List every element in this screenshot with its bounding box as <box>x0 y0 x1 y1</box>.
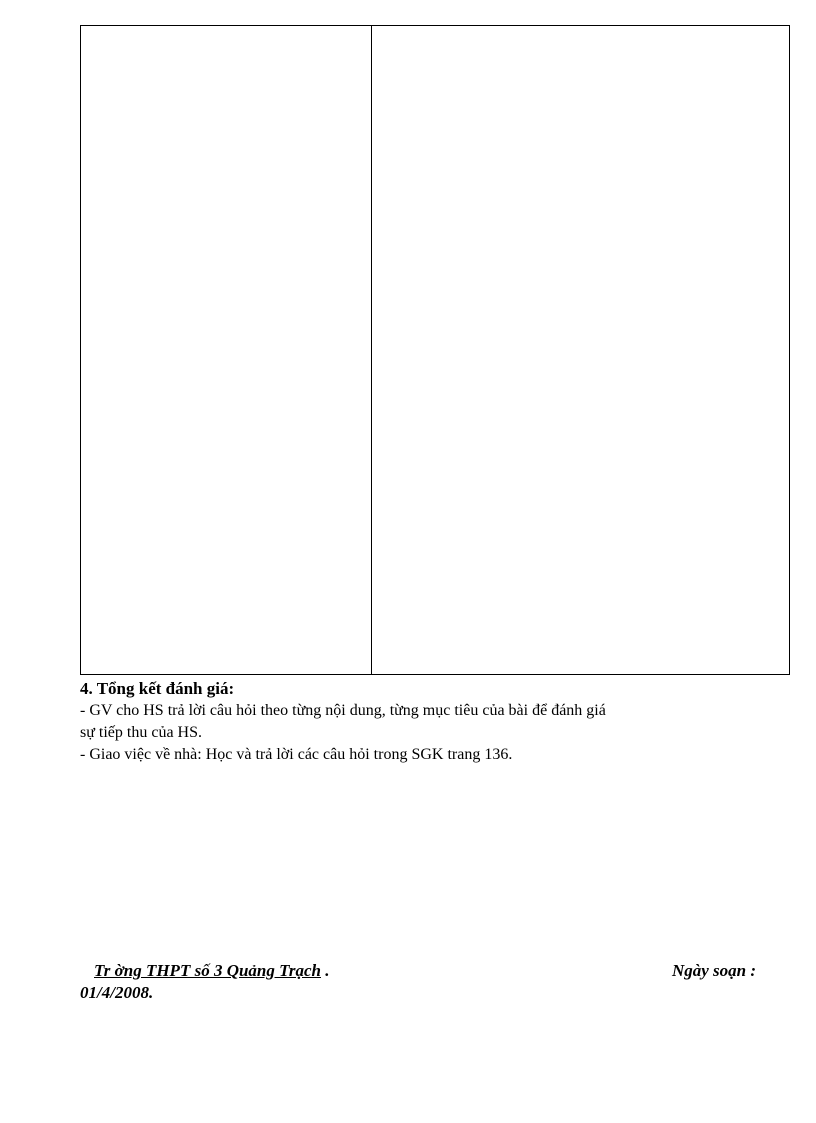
footer-row <box>80 960 760 982</box>
summary-line-3: - Giao việc về nhà: Học và trả lời các câu hỏi trong SGK trang 136. <box>80 746 513 763</box>
summary-line-2: sự tiếp thu của HS. <box>80 724 202 741</box>
footer <box>80 960 760 1004</box>
summary-heading: 4. Tổng kết đánh giá: <box>80 679 235 698</box>
school-name: Tr ờng THPT số 3 Quảng Trạch <box>94 961 321 980</box>
teacher-activity-cell <box>81 26 372 674</box>
student-activity-cell <box>372 26 789 674</box>
lesson-table <box>80 25 790 675</box>
summary-section <box>80 678 770 766</box>
school-suffix: . <box>321 961 330 980</box>
prep-date-value: 01/4/2008. <box>80 983 154 1002</box>
summary-line-1: - GV cho HS trả lời câu hỏi theo từng nội dung, từng mục tiêu của bài để đánh giá <box>80 702 606 719</box>
prep-date-label: Ngày soạn : <box>671 961 756 980</box>
school-block <box>80 960 330 982</box>
